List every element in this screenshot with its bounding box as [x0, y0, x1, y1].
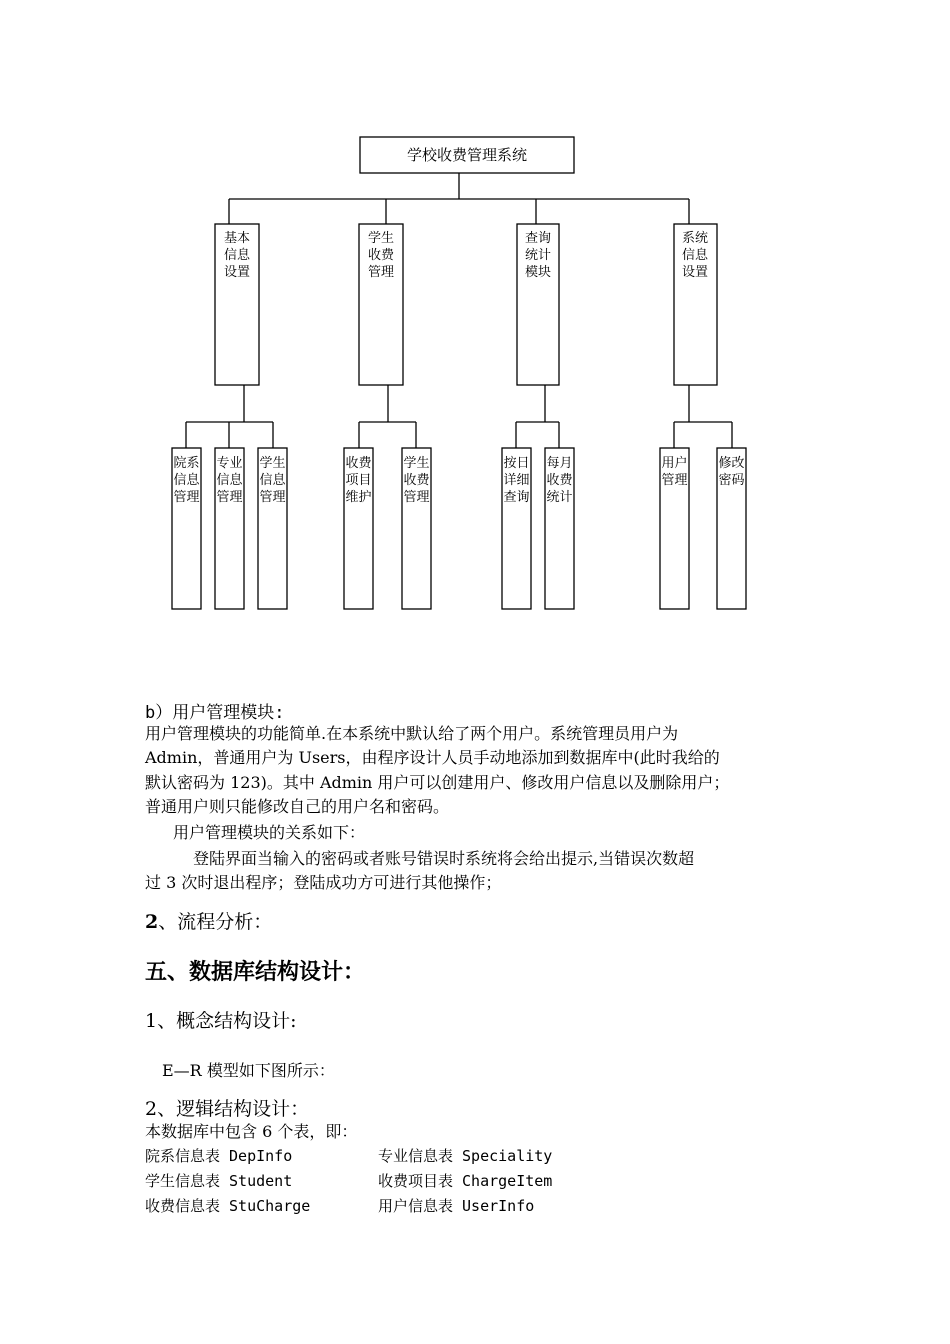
- submodule-label: 专业信息管理: [216, 456, 243, 505]
- section-b-heading: b）用户管理模块:: [145, 703, 285, 723]
- table-entry: 收费项目表 ChargeItem: [378, 1172, 553, 1190]
- conceptual-heading: 1、概念结构设计:: [145, 1010, 297, 1032]
- submodule-label: 学生信息管理: [259, 456, 286, 505]
- relation-intro: 用户管理模块的关系如下：: [173, 823, 366, 842]
- table-entry: 用户信息表 UserInfo: [378, 1197, 535, 1215]
- login-line: 登陆界面当输入的密码或者账号错误时系统将会给出提示,当错误次数超: [193, 849, 695, 868]
- module-label: 系统信息设置: [681, 231, 708, 280]
- db-heading: 五、数据库结构设计：: [145, 959, 366, 985]
- er-note: E—R 模型如下图所示：: [162, 1061, 335, 1080]
- paragraph-line: 用户管理模块的功能简单.在本系统中默认给了两个用户。系统管理员用户为: [145, 724, 679, 743]
- tables-intro: 本数据库中包含 6 个表，即：: [145, 1122, 358, 1141]
- flow-heading-text: 、流程分析：: [158, 911, 273, 933]
- table-entry: 专业信息表 Speciality: [378, 1147, 553, 1165]
- flow-heading: [145, 907, 272, 934]
- module-label: 基本信息设置: [223, 231, 250, 280]
- paragraph-line: 默认密码为 123)。其中 Admin 用户可以创建用户、修改用户信息以及删除用户；: [145, 773, 730, 792]
- login-line: 过 3 次时退出程序；登陆成功方可进行其他操作；: [145, 873, 502, 892]
- table-entry: 院系信息表 DepInfo: [145, 1147, 293, 1165]
- submodule-label: 院系信息管理: [173, 456, 200, 505]
- paragraph-line: 普通用户则只能修改自己的用户名和密码。: [145, 797, 450, 816]
- paragraph-line: Admin，普通用户为 Users，由程序设计人员手动地添加到数据库中(此时我给的: [145, 748, 720, 767]
- table-entry: 学生信息表 Student: [145, 1172, 293, 1190]
- flow-heading-number: 2: [145, 911, 159, 933]
- submodule-label: 修改密码: [718, 456, 745, 488]
- submodule-label: 每月收费统计: [546, 456, 573, 505]
- submodule-label: 收费项目维护: [345, 456, 372, 505]
- submodule-label: 学生收费管理: [403, 456, 430, 505]
- submodule-label: 用户管理: [661, 456, 688, 488]
- module-label: 查询统计模块: [524, 231, 551, 280]
- logical-heading: 2、逻辑结构设计：: [145, 1098, 310, 1120]
- module-hierarchy-diagram: [0, 0, 950, 640]
- submodule-label: 按日详细查询: [503, 456, 530, 505]
- module-label: 学生收费管理: [367, 231, 394, 280]
- root-label: 学校收费管理系统: [406, 146, 527, 164]
- table-entry: 收费信息表 StuCharge: [145, 1197, 311, 1215]
